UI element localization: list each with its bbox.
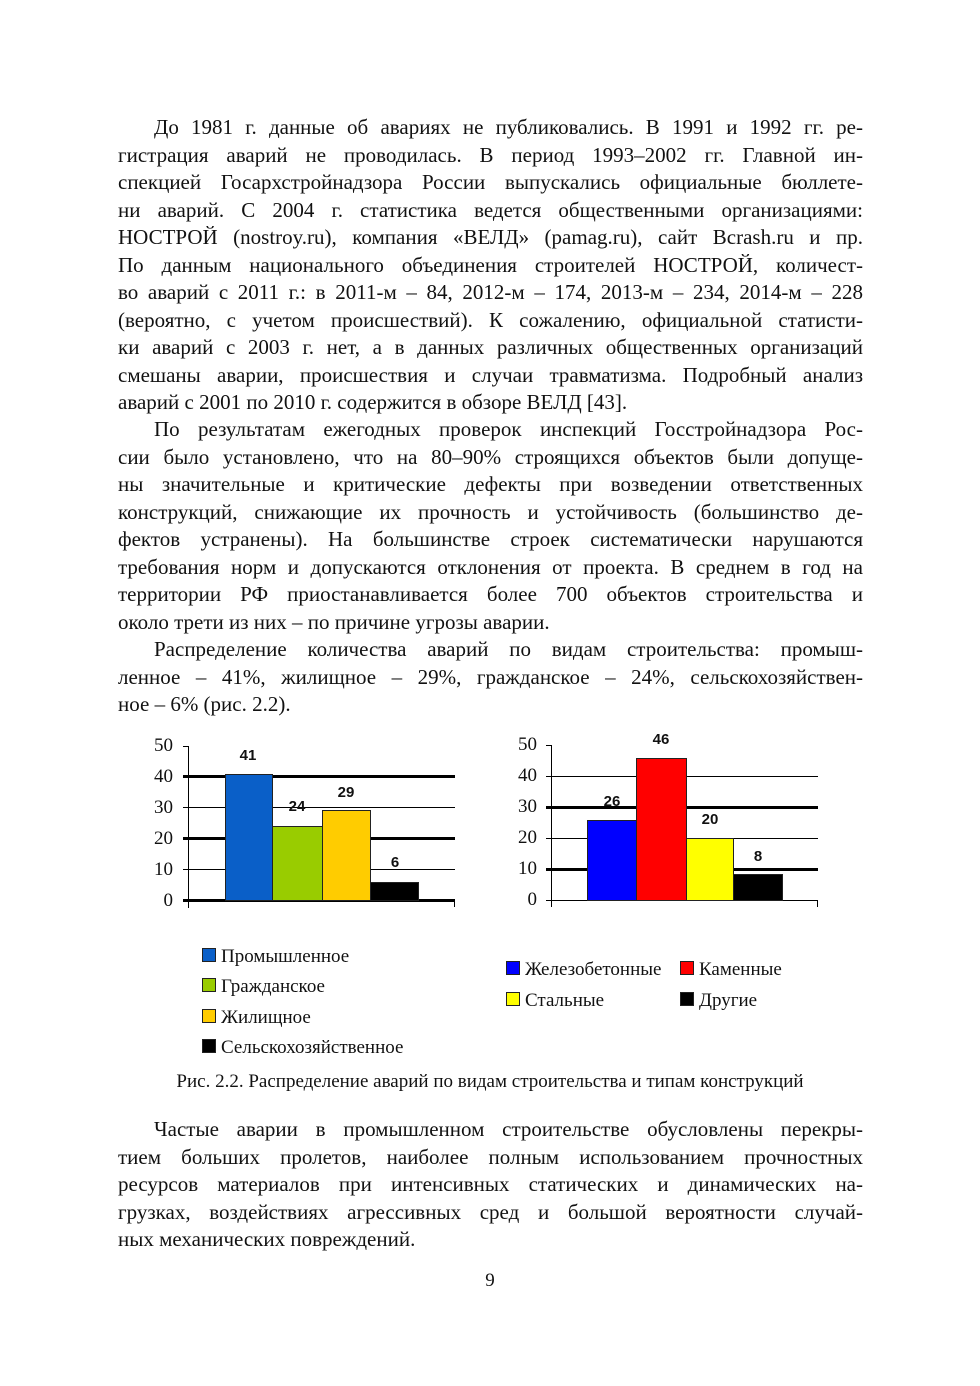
- legend-item-industrial: [202, 946, 349, 968]
- y-tick-label: 40: [154, 766, 173, 787]
- bar-agricultural: [370, 882, 419, 901]
- legend-label: Железобетонные: [525, 959, 662, 980]
- y-tick-label: 10: [154, 859, 173, 880]
- legend-swatch: [202, 978, 216, 992]
- text-line: сии было установлено, что на 80–90% строящихся объектов были допуще-: [118, 444, 863, 469]
- legend-swatch: [680, 992, 694, 1006]
- legend-swatch: [506, 992, 520, 1006]
- text-line: грузках, воздействиях агрессивных сред и большой вероятности случай-: [118, 1199, 863, 1224]
- y-tick-label: 0: [163, 890, 173, 911]
- text-line: ни аварий. С 2004 г. статистика ведется общественными организациями:: [118, 197, 863, 222]
- y-tick-label: 0: [527, 889, 537, 910]
- text-line: смешаны аварии, происшествия и случаи травматизма. Подробный анализ: [118, 362, 863, 387]
- legend-swatch: [202, 1009, 216, 1023]
- bar-value-label: 20: [701, 811, 719, 828]
- text-line: Распределение количества аварий по видам строительства: промыш-: [154, 637, 863, 661]
- page-number: 9: [485, 1270, 495, 1291]
- text-line: аварий с 2001 по 2010 г. содержится в обзоре ВЕЛД [43].: [118, 390, 628, 414]
- text-line: Частые аварии в промышленном строительстве обусловлены перекры-: [154, 1117, 863, 1141]
- bar-value-label: 26: [603, 793, 621, 810]
- legend-swatch: [202, 1039, 216, 1053]
- bar-civil: [272, 826, 323, 901]
- text-line: ленное – 41%, жилищное – 29%, гражданское – 24%, сельскохозяйствен-: [118, 664, 863, 689]
- legend-item-steel: [506, 990, 604, 1012]
- bar-value-label: 8: [753, 848, 763, 865]
- bar-value-label: 46: [652, 731, 670, 748]
- bar-value-label: 29: [337, 784, 355, 801]
- text-line: около трети из них – по причине угрозы аварии.: [118, 609, 550, 634]
- text-line: По результатам ежегодных проверок инспекций Госстройнадзора Рос-: [154, 417, 863, 441]
- legend-swatch: [202, 948, 216, 962]
- text-line: ны значительные и критические дефекты при возведении ответственных: [118, 472, 863, 496]
- bar-industrial: [225, 774, 273, 901]
- y-axis: [188, 746, 189, 908]
- bar-residential: [322, 810, 371, 901]
- text-line: НОСТРОЙ (nostroy.ru), компания «ВЕЛД» (pamag.ru), сайт Bcrash.ru и пр.: [118, 225, 863, 249]
- legend-swatch: [680, 961, 694, 975]
- figure-caption: Рис. 2.2. Распределение аварий по видам строительства и типам конструкций: [176, 1071, 804, 1092]
- y-tick-label: 50: [518, 734, 537, 755]
- legend-item-residential: [202, 1007, 311, 1029]
- y-tick-label: 40: [518, 765, 537, 786]
- legend-label: Гражданское: [221, 976, 325, 997]
- y-tick-label: 20: [154, 828, 173, 849]
- text-line: ки аварий с 2003 г. нет, а в данных различных общественных организаций: [118, 335, 863, 359]
- legend-label: Промышленное: [221, 946, 350, 967]
- legend-swatch: [506, 961, 520, 975]
- bar-value-label: 24: [288, 798, 306, 815]
- text-line: тием больших пролетов, наиболее полным использованием прочностных: [118, 1144, 863, 1169]
- y-tick-label: 30: [154, 797, 173, 818]
- y-tick-label: 30: [518, 796, 537, 817]
- legend-label: Стальные: [525, 990, 605, 1011]
- legend-item-masonry: [680, 959, 782, 981]
- legend-label: Сельскохозяйственное: [221, 1037, 404, 1058]
- text-line: во аварий с 2011 г.: в 2011-м – 84, 2012-м – 174, 2013-м – 234, 2014-м – 228: [118, 280, 863, 304]
- text-line: ресурсов материалов при интенсивных статических и динамических на-: [118, 1172, 863, 1196]
- bar-value-label: 6: [390, 854, 400, 871]
- paragraph-2: [118, 416, 863, 636]
- bar-other: [733, 874, 783, 901]
- legend-label: Жилищное: [221, 1007, 311, 1028]
- text-line: ное – 6% (рис. 2.2).: [118, 692, 291, 716]
- legend-item-agricultural: [202, 1037, 403, 1059]
- y-tick-label: 50: [154, 735, 173, 756]
- text-line: конструкций, снижающие их прочность и устойчивость (большинство де-: [118, 499, 863, 524]
- x-axis-end-tick: [817, 900, 818, 907]
- y-tick-label: 10: [518, 858, 537, 879]
- legend-item-other: [680, 990, 757, 1012]
- text-line: ных механических повреждений.: [118, 1227, 416, 1251]
- text-line: По данным национального объединения строителей НОСТРОЙ, количест-: [118, 252, 863, 277]
- bar-masonry: [636, 758, 687, 901]
- text-line: гистрация аварий не проводилась. В период 1993–2002 гг. Главной ин-: [118, 142, 863, 167]
- bar-reinforced-concrete: [587, 820, 637, 901]
- gridline: [183, 775, 455, 778]
- paragraph-1: [118, 114, 863, 417]
- legend-item-civil: [202, 976, 325, 998]
- text-line: (вероятно, с учетом происшествий). К сожалению, официальной статисти-: [118, 307, 863, 332]
- paragraph-4: [118, 1116, 863, 1254]
- legend-label: Каменные: [699, 959, 782, 980]
- bar-steel: [686, 838, 734, 901]
- text-line: территории РФ приостанавливается более 700 объектов строительства и: [118, 582, 863, 606]
- legend-item-reinforced-concrete: [506, 959, 661, 981]
- y-tick-label: 20: [518, 827, 537, 848]
- text-line: спекцией Госархстройнадзора России выпускались официальные бюллете-: [118, 170, 863, 194]
- text-line: требования норм и допускаются отклонения от проекта. В среднем в год на: [118, 554, 863, 579]
- y-axis: [551, 745, 552, 907]
- text-line: фектов устранены). На большинстве строек систематически нарушаются: [118, 527, 863, 551]
- x-axis-end-tick: [454, 900, 455, 907]
- text-line: До 1981 г. данные об авариях не публиковались. В 1991 и 1992 гг. ре-: [154, 115, 863, 139]
- paragraph-3: [118, 636, 863, 719]
- bar-value-label: 41: [239, 747, 257, 764]
- legend-label: Другие: [699, 990, 758, 1011]
